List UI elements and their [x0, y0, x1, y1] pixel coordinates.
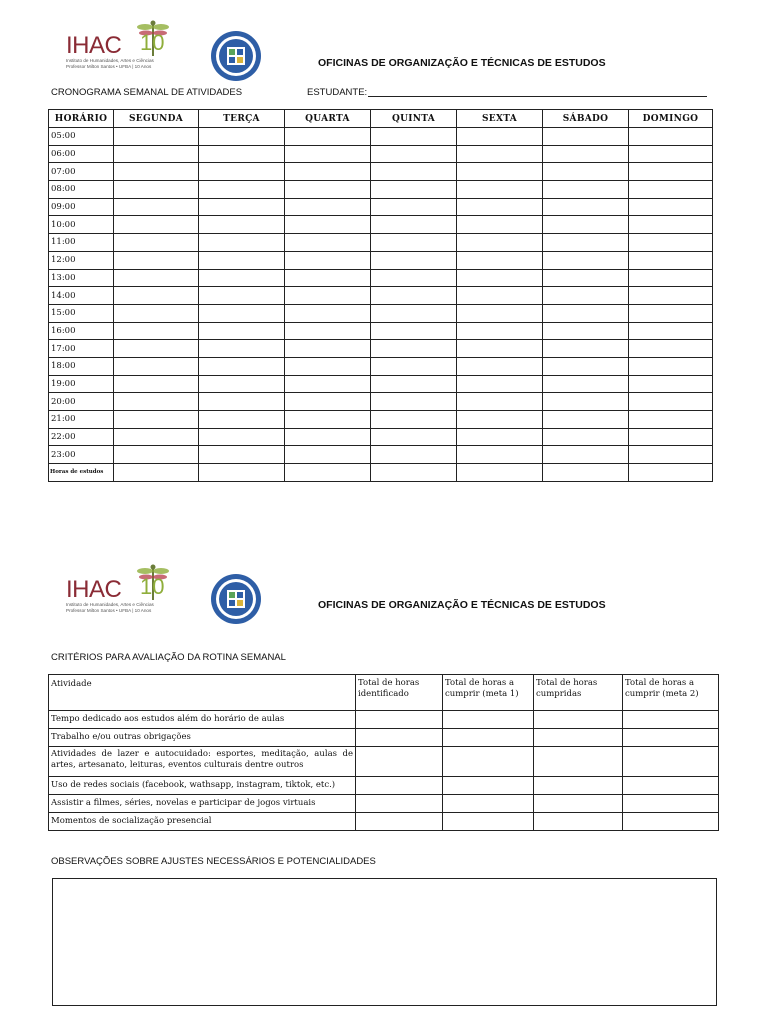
criteria-cell[interactable]	[623, 795, 719, 813]
schedule-cell[interactable]	[543, 198, 629, 216]
criteria-cell[interactable]	[356, 711, 443, 729]
schedule-cell[interactable]	[114, 216, 199, 234]
criteria-cell[interactable]	[443, 729, 534, 747]
hour-label: 21:00	[49, 411, 114, 429]
criteria-cell[interactable]	[443, 795, 534, 813]
schedule-row	[49, 269, 713, 287]
schedule-cell[interactable]	[371, 464, 457, 482]
schedule-row	[49, 251, 713, 269]
schedule-cell[interactable]	[114, 340, 199, 358]
schedule-cell[interactable]	[199, 234, 285, 252]
schedule-cell[interactable]	[199, 251, 285, 269]
schedule-cell[interactable]	[114, 198, 199, 216]
ihac-logo	[62, 562, 174, 620]
schedule-cell[interactable]	[285, 128, 371, 146]
schedule-cell[interactable]	[629, 340, 713, 358]
schedule-cell[interactable]	[114, 163, 199, 181]
col-header-terca: TERÇA	[199, 110, 285, 128]
schedule-cell[interactable]	[457, 322, 543, 340]
logo-subtitle-line1: Instituto de Humanidades, Artes e Ciências	[66, 58, 154, 63]
schedule-cell[interactable]	[285, 393, 371, 411]
schedule-cell[interactable]	[371, 198, 457, 216]
schedule-cell[interactable]	[285, 198, 371, 216]
logo-anniversary: 10	[140, 30, 165, 55]
schedule-cell[interactable]	[114, 251, 199, 269]
criteria-activity: Trabalho e/ou outras obrigações	[49, 729, 356, 747]
schedule-cell[interactable]	[114, 145, 199, 163]
hour-label: 11:00	[49, 234, 114, 252]
hour-label: 17:00	[49, 340, 114, 358]
criteria-cell[interactable]	[534, 711, 623, 729]
schedule-cell[interactable]	[629, 181, 713, 199]
col-header-domingo: DOMINGO	[629, 110, 713, 128]
schedule-row	[49, 357, 713, 375]
schedule-cell[interactable]	[457, 464, 543, 482]
hour-label: 18:00	[49, 357, 114, 375]
criteria-cell[interactable]	[623, 729, 719, 747]
schedule-row	[49, 287, 713, 305]
schedule-cell[interactable]	[543, 464, 629, 482]
criteria-cell[interactable]	[623, 813, 719, 831]
schedule-row	[49, 216, 713, 234]
schedule-cell[interactable]	[629, 357, 713, 375]
col-header-quinta: QUINTA	[371, 110, 457, 128]
criteria-activity: Assistir a filmes, séries, novelas e participar de jogos virtuais	[49, 795, 356, 813]
schedule-cell[interactable]	[543, 216, 629, 234]
criteria-activity: Uso de redes sociais (facebook, wathsapp, instagram, tiktok, etc.)	[49, 777, 356, 795]
criteria-activity: Atividades de lazer e autocuidado: esportes, meditação, aulas de artes, artesanato, leituras, eventos culturais dentre outros	[49, 747, 356, 777]
schedule-cell[interactable]	[199, 163, 285, 181]
hour-label: 12:00	[49, 251, 114, 269]
schedule-cell[interactable]	[114, 269, 199, 287]
schedule-row	[49, 375, 713, 393]
criteria-header-done: Total de horas cumpridas	[534, 675, 623, 711]
schedule-cell[interactable]	[285, 322, 371, 340]
ufba-seal-icon	[210, 30, 262, 82]
schedule-cell[interactable]	[114, 128, 199, 146]
schedule-cell[interactable]	[457, 198, 543, 216]
schedule-cell[interactable]	[199, 269, 285, 287]
schedule-cell[interactable]	[114, 357, 199, 375]
schedule-cell[interactable]	[199, 411, 285, 429]
student-label: ESTUDANTE:	[307, 87, 368, 98]
schedule-cell[interactable]	[457, 375, 543, 393]
schedule-cell[interactable]	[543, 393, 629, 411]
schedule-cell[interactable]	[371, 375, 457, 393]
schedule-cell[interactable]	[457, 128, 543, 146]
schedule-cell[interactable]	[457, 234, 543, 252]
criteria-cell[interactable]	[443, 777, 534, 795]
hour-label: 22:00	[49, 428, 114, 446]
schedule-cell[interactable]	[543, 269, 629, 287]
schedule-cell[interactable]	[457, 163, 543, 181]
criteria-cell[interactable]	[443, 711, 534, 729]
schedule-cell[interactable]	[457, 393, 543, 411]
observations-heading: OBSERVAÇÕES SOBRE AJUSTES NECESSÁRIOS E POTENCIALIDADES	[51, 856, 376, 867]
schedule-cell[interactable]	[371, 322, 457, 340]
schedule-cell[interactable]	[629, 375, 713, 393]
student-name-field[interactable]	[368, 96, 707, 97]
criteria-header-goal1: Total de horas a cumprir (meta 1)	[443, 675, 534, 711]
schedule-cell[interactable]	[371, 216, 457, 234]
schedule-cell[interactable]	[199, 357, 285, 375]
ufba-seal-icon	[210, 573, 262, 625]
schedule-cell[interactable]	[285, 340, 371, 358]
schedule-row	[49, 198, 713, 216]
schedule-row	[49, 234, 713, 252]
schedule-cell[interactable]	[285, 216, 371, 234]
schedule-cell[interactable]	[371, 428, 457, 446]
schedule-cell[interactable]	[543, 251, 629, 269]
schedule-cell[interactable]	[629, 198, 713, 216]
schedule-cell[interactable]	[114, 464, 199, 482]
schedule-cell[interactable]	[114, 322, 199, 340]
schedule-cell[interactable]	[543, 428, 629, 446]
schedule-cell[interactable]	[629, 163, 713, 181]
schedule-cell[interactable]	[199, 464, 285, 482]
criteria-row	[49, 813, 719, 831]
schedule-cell[interactable]	[114, 446, 199, 464]
schedule-cell[interactable]	[543, 181, 629, 199]
schedule-cell[interactable]	[629, 411, 713, 429]
hour-label: 07:00	[49, 163, 114, 181]
schedule-cell[interactable]	[199, 198, 285, 216]
criteria-cell[interactable]	[534, 795, 623, 813]
schedule-cell[interactable]	[285, 304, 371, 322]
schedule-cell[interactable]	[457, 411, 543, 429]
schedule-cell[interactable]	[285, 181, 371, 199]
schedule-row	[49, 322, 713, 340]
schedule-cell[interactable]	[629, 128, 713, 146]
schedule-cell[interactable]	[114, 234, 199, 252]
schedule-row	[49, 411, 713, 429]
schedule-cell[interactable]	[629, 269, 713, 287]
col-header-horario: HORÁRIO	[49, 110, 114, 128]
schedule-body	[49, 128, 713, 482]
hour-label: 19:00	[49, 375, 114, 393]
schedule-cell[interactable]	[285, 446, 371, 464]
schedule-cell[interactable]	[371, 145, 457, 163]
schedule-cell[interactable]	[629, 446, 713, 464]
schedule-cell[interactable]	[371, 357, 457, 375]
total-row-label: Horas de estudos	[49, 464, 114, 482]
criteria-header-atividade: Atividade	[49, 675, 356, 711]
logo-name: IHAC	[66, 32, 122, 59]
schedule-cell[interactable]	[114, 375, 199, 393]
col-header-sabado: SÁBADO	[543, 110, 629, 128]
schedule-total-row	[49, 464, 713, 482]
schedule-cell[interactable]	[285, 357, 371, 375]
ihac-logo	[62, 18, 174, 76]
schedule-cell[interactable]	[199, 304, 285, 322]
criteria-activity: Momentos de socialização presencial	[49, 813, 356, 831]
schedule-cell[interactable]	[543, 411, 629, 429]
criteria-cell[interactable]	[356, 813, 443, 831]
criteria-cell[interactable]	[356, 747, 443, 777]
schedule-cell[interactable]	[114, 393, 199, 411]
schedule-cell[interactable]	[629, 393, 713, 411]
hour-label: 13:00	[49, 269, 114, 287]
schedule-header-row	[49, 110, 713, 128]
criteria-row	[49, 711, 719, 729]
schedule-cell[interactable]	[371, 287, 457, 305]
criteria-cell[interactable]	[443, 747, 534, 777]
logo-anniversary: 10	[140, 574, 165, 599]
criteria-cell[interactable]	[623, 711, 719, 729]
schedule-cell[interactable]	[543, 145, 629, 163]
logo-subtitle-line2: Professor Milton Santos • UFBA | 10 Anos	[66, 63, 152, 69]
logo-subtitle	[66, 58, 154, 69]
hour-label: 20:00	[49, 393, 114, 411]
schedule-cell[interactable]	[371, 251, 457, 269]
schedule-cell[interactable]	[114, 428, 199, 446]
page-title: OFICINAS DE ORGANIZAÇÃO E TÉCNICAS DE ESTUDOS	[318, 57, 606, 69]
schedule-cell[interactable]	[285, 251, 371, 269]
criteria-cell[interactable]	[534, 777, 623, 795]
schedule-cell[interactable]	[543, 340, 629, 358]
criteria-row	[49, 747, 719, 777]
schedule-cell[interactable]	[285, 234, 371, 252]
schedule-cell[interactable]	[285, 287, 371, 305]
schedule-cell[interactable]	[199, 145, 285, 163]
hour-label: 08:00	[49, 181, 114, 199]
schedule-cell[interactable]	[371, 234, 457, 252]
schedule-cell[interactable]	[371, 128, 457, 146]
schedule-cell[interactable]	[199, 340, 285, 358]
schedule-cell[interactable]	[371, 269, 457, 287]
schedule-cell[interactable]	[371, 393, 457, 411]
schedule-cell[interactable]	[114, 304, 199, 322]
schedule-cell[interactable]	[199, 287, 285, 305]
schedule-cell[interactable]	[543, 322, 629, 340]
criteria-cell[interactable]	[623, 747, 719, 777]
schedule-cell[interactable]	[199, 428, 285, 446]
schedule-cell[interactable]	[457, 446, 543, 464]
schedule-cell[interactable]	[371, 446, 457, 464]
col-header-sexta: SEXTA	[457, 110, 543, 128]
logo-subtitle-line1: Instituto de Humanidades, Artes e Ciências	[66, 602, 154, 607]
criteria-activity: Tempo dedicado aos estudos além do horário de aulas	[49, 711, 356, 729]
schedule-row	[49, 145, 713, 163]
schedule-cell[interactable]	[457, 145, 543, 163]
schedule-cell[interactable]	[285, 269, 371, 287]
schedule-cell[interactable]	[199, 216, 285, 234]
criteria-cell[interactable]	[534, 747, 623, 777]
criteria-cell[interactable]	[443, 813, 534, 831]
schedule-cell[interactable]	[629, 304, 713, 322]
schedule-cell[interactable]	[457, 340, 543, 358]
schedule-cell[interactable]	[285, 464, 371, 482]
schedule-row	[49, 393, 713, 411]
schedule-row	[49, 163, 713, 181]
schedule-cell[interactable]	[543, 163, 629, 181]
schedule-row	[49, 340, 713, 358]
schedule-cell[interactable]	[457, 304, 543, 322]
schedule-cell[interactable]	[114, 411, 199, 429]
logo-name: IHAC	[66, 576, 122, 603]
criteria-row	[49, 777, 719, 795]
criteria-heading: CRITÉRIOS PARA AVALIAÇÃO DA ROTINA SEMANAL	[51, 652, 286, 663]
hour-label: 14:00	[49, 287, 114, 305]
criteria-cell[interactable]	[356, 795, 443, 813]
schedule-cell[interactable]	[543, 357, 629, 375]
schedule-cell[interactable]	[629, 428, 713, 446]
logo-subtitle-line2: Professor Milton Santos • UFBA | 10 Anos	[66, 607, 152, 613]
schedule-cell[interactable]	[199, 393, 285, 411]
hour-label: 16:00	[49, 322, 114, 340]
schedule-cell[interactable]	[371, 181, 457, 199]
observations-box[interactable]	[52, 878, 717, 1006]
schedule-cell[interactable]	[199, 181, 285, 199]
hour-label: 15:00	[49, 304, 114, 322]
schedule-cell[interactable]	[371, 340, 457, 358]
criteria-row	[49, 795, 719, 813]
schedule-cell[interactable]	[371, 304, 457, 322]
criteria-cell[interactable]	[534, 813, 623, 831]
schedule-cell[interactable]	[114, 287, 199, 305]
schedule-cell[interactable]	[199, 375, 285, 393]
schedule-cell[interactable]	[543, 375, 629, 393]
schedule-cell[interactable]	[457, 181, 543, 199]
schedule-cell[interactable]	[114, 181, 199, 199]
schedule-row	[49, 428, 713, 446]
criteria-cell[interactable]	[356, 777, 443, 795]
schedule-cell[interactable]	[371, 411, 457, 429]
criteria-cell[interactable]	[623, 777, 719, 795]
criteria-cell[interactable]	[534, 729, 623, 747]
schedule-cell[interactable]	[543, 128, 629, 146]
weekly-schedule-table	[48, 109, 713, 482]
schedule-cell[interactable]	[199, 128, 285, 146]
schedule-cell[interactable]	[629, 145, 713, 163]
hour-label: 10:00	[49, 216, 114, 234]
schedule-cell[interactable]	[629, 322, 713, 340]
schedule-cell[interactable]	[457, 216, 543, 234]
schedule-cell[interactable]	[285, 145, 371, 163]
criteria-table	[48, 674, 719, 831]
schedule-row	[49, 181, 713, 199]
logo-subtitle	[66, 602, 154, 613]
hour-label: 23:00	[49, 446, 114, 464]
criteria-header-identified: Total de horas identificado	[356, 675, 443, 711]
schedule-row	[49, 446, 713, 464]
schedule-cell[interactable]	[629, 287, 713, 305]
hour-label: 06:00	[49, 145, 114, 163]
col-header-quarta: QUARTA	[285, 110, 371, 128]
hour-label: 09:00	[49, 198, 114, 216]
schedule-cell[interactable]	[371, 163, 457, 181]
schedule-cell[interactable]	[457, 287, 543, 305]
criteria-row	[49, 729, 719, 747]
schedule-cell[interactable]	[457, 269, 543, 287]
schedule-cell[interactable]	[199, 446, 285, 464]
criteria-header-goal2: Total de horas a cumprir (meta 2)	[623, 675, 719, 711]
schedule-cell[interactable]	[285, 375, 371, 393]
schedule-heading: CRONOGRAMA SEMANAL DE ATIVIDADES	[51, 87, 243, 98]
schedule-cell[interactable]	[457, 251, 543, 269]
schedule-cell[interactable]	[457, 357, 543, 375]
criteria-cell[interactable]	[356, 729, 443, 747]
criteria-header-row	[49, 675, 719, 711]
schedule-cell[interactable]	[629, 251, 713, 269]
schedule-cell[interactable]	[543, 287, 629, 305]
schedule-cell[interactable]	[543, 234, 629, 252]
schedule-row	[49, 128, 713, 146]
schedule-row	[49, 304, 713, 322]
schedule-cell[interactable]	[629, 216, 713, 234]
schedule-cell[interactable]	[199, 322, 285, 340]
hour-label: 05:00	[49, 128, 114, 146]
schedule-cell[interactable]	[543, 304, 629, 322]
schedule-cell[interactable]	[543, 446, 629, 464]
schedule-cell[interactable]	[629, 464, 713, 482]
page-title: OFICINAS DE ORGANIZAÇÃO E TÉCNICAS DE ESTUDOS	[318, 599, 606, 611]
schedule-cell[interactable]	[285, 411, 371, 429]
col-header-segunda: SEGUNDA	[114, 110, 199, 128]
schedule-cell[interactable]	[629, 234, 713, 252]
schedule-cell[interactable]	[285, 163, 371, 181]
schedule-cell[interactable]	[457, 428, 543, 446]
schedule-cell[interactable]	[285, 428, 371, 446]
